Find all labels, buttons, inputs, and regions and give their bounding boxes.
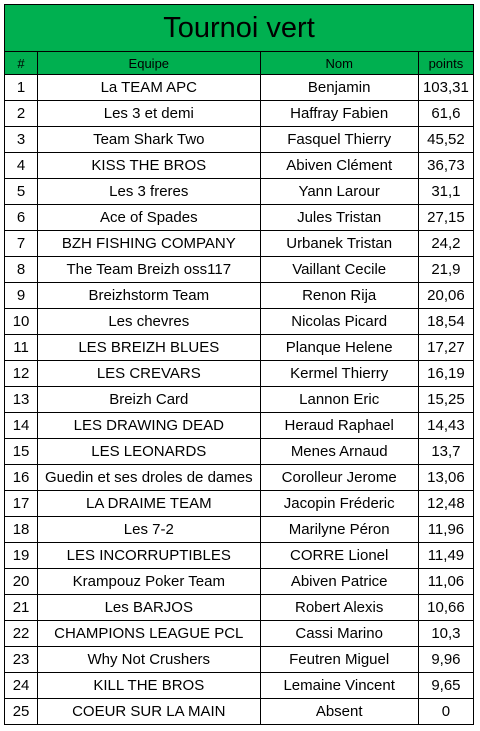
cell-rank: 17: [5, 491, 38, 517]
cell-name: Lemaine Vincent: [260, 673, 418, 699]
cell-rank: 12: [5, 361, 38, 387]
cell-name: Heraud Raphael: [260, 413, 418, 439]
cell-team: Breizh Card: [38, 387, 260, 413]
table-row: [5, 465, 474, 491]
table-row: [5, 543, 474, 569]
cell-rank: 6: [5, 205, 38, 231]
cell-name: Corolleur Jerome: [260, 465, 418, 491]
cell-team: Les chevres: [38, 309, 260, 335]
cell-rank: 11: [5, 335, 38, 361]
cell-name: Vaillant Cecile: [260, 257, 418, 283]
table-row: [5, 647, 474, 673]
table-row: [5, 439, 474, 465]
cell-name: Fasquel Thierry: [260, 127, 418, 153]
cell-rank: 23: [5, 647, 38, 673]
table-title: Tournoi vert: [5, 5, 474, 52]
cell-team: LA DRAIME TEAM: [38, 491, 260, 517]
table-row: [5, 335, 474, 361]
table-row: [5, 283, 474, 309]
cell-team: Team Shark Two: [38, 127, 260, 153]
cell-team: LES CREVARS: [38, 361, 260, 387]
cell-rank: 15: [5, 439, 38, 465]
cell-points: 10,3: [418, 621, 473, 647]
table-row: [5, 621, 474, 647]
cell-name: Marilyne Péron: [260, 517, 418, 543]
cell-team: Les BARJOS: [38, 595, 260, 621]
table-row: [5, 153, 474, 179]
cell-rank: 4: [5, 153, 38, 179]
table-row: [5, 569, 474, 595]
cell-rank: 8: [5, 257, 38, 283]
cell-name: Urbanek Tristan: [260, 231, 418, 257]
cell-name: Feutren Miguel: [260, 647, 418, 673]
cell-name: Benjamin: [260, 75, 418, 101]
cell-name: Renon Rija: [260, 283, 418, 309]
column-header-name: Nom: [260, 52, 418, 75]
cell-team: BZH FISHING COMPANY: [38, 231, 260, 257]
cell-team: Krampouz Poker Team: [38, 569, 260, 595]
cell-rank: 16: [5, 465, 38, 491]
cell-points: 17,27: [418, 335, 473, 361]
cell-name: Absent: [260, 699, 418, 725]
table-row: [5, 101, 474, 127]
cell-rank: 21: [5, 595, 38, 621]
table-row: [5, 361, 474, 387]
header-row: [5, 52, 474, 75]
cell-rank: 19: [5, 543, 38, 569]
cell-rank: 14: [5, 413, 38, 439]
cell-points: 9,65: [418, 673, 473, 699]
cell-points: 10,66: [418, 595, 473, 621]
cell-rank: 5: [5, 179, 38, 205]
cell-points: 9,96: [418, 647, 473, 673]
table-row: [5, 413, 474, 439]
cell-name: Nicolas Picard: [260, 309, 418, 335]
cell-team: COEUR SUR LA MAIN: [38, 699, 260, 725]
cell-points: 24,2: [418, 231, 473, 257]
cell-points: 0: [418, 699, 473, 725]
ranking-table: [4, 4, 474, 725]
cell-name: Jacopin Fréderic: [260, 491, 418, 517]
table-row: [5, 491, 474, 517]
column-header-points: points: [418, 52, 473, 75]
cell-rank: 18: [5, 517, 38, 543]
cell-rank: 13: [5, 387, 38, 413]
cell-name: CORRE Lionel: [260, 543, 418, 569]
ranking-sheet: [4, 4, 474, 725]
cell-points: 11,06: [418, 569, 473, 595]
table-row: [5, 673, 474, 699]
cell-points: 14,43: [418, 413, 473, 439]
cell-points: 36,73: [418, 153, 473, 179]
cell-rank: 3: [5, 127, 38, 153]
cell-name: Kermel Thierry: [260, 361, 418, 387]
table-row: [5, 699, 474, 725]
table-row: [5, 179, 474, 205]
cell-team: LES INCORRUPTIBLES: [38, 543, 260, 569]
cell-points: 18,54: [418, 309, 473, 335]
cell-rank: 9: [5, 283, 38, 309]
cell-team: Guedin et ses droles de dames: [38, 465, 260, 491]
table-row: [5, 595, 474, 621]
cell-points: 13,7: [418, 439, 473, 465]
cell-points: 20,06: [418, 283, 473, 309]
cell-name: Cassi Marino: [260, 621, 418, 647]
table-row: [5, 517, 474, 543]
column-header-rank: #: [5, 52, 38, 75]
cell-team: Les 7-2: [38, 517, 260, 543]
cell-team: CHAMPIONS LEAGUE PCL: [38, 621, 260, 647]
table-row: [5, 127, 474, 153]
cell-name: Haffray Fabien: [260, 101, 418, 127]
cell-points: 21,9: [418, 257, 473, 283]
cell-points: 15,25: [418, 387, 473, 413]
cell-name: Abiven Clément: [260, 153, 418, 179]
cell-name: Menes Arnaud: [260, 439, 418, 465]
cell-name: Abiven Patrice: [260, 569, 418, 595]
cell-points: 27,15: [418, 205, 473, 231]
cell-team: KILL THE BROS: [38, 673, 260, 699]
cell-points: 45,52: [418, 127, 473, 153]
cell-team: Why Not Crushers: [38, 647, 260, 673]
cell-rank: 7: [5, 231, 38, 257]
cell-rank: 2: [5, 101, 38, 127]
cell-team: KISS THE BROS: [38, 153, 260, 179]
cell-rank: 20: [5, 569, 38, 595]
cell-rank: 24: [5, 673, 38, 699]
table-row: [5, 309, 474, 335]
cell-team: La TEAM APC: [38, 75, 260, 101]
cell-team: The Team Breizh oss117: [38, 257, 260, 283]
table-row: [5, 205, 474, 231]
cell-rank: 10: [5, 309, 38, 335]
cell-name: Robert Alexis: [260, 595, 418, 621]
cell-rank: 1: [5, 75, 38, 101]
cell-points: 12,48: [418, 491, 473, 517]
cell-team: Ace of Spades: [38, 205, 260, 231]
cell-team: Les 3 et demi: [38, 101, 260, 127]
cell-points: 13,06: [418, 465, 473, 491]
cell-team: LES LEONARDS: [38, 439, 260, 465]
table-row: [5, 387, 474, 413]
cell-team: Breizhstorm Team: [38, 283, 260, 309]
cell-name: Jules Tristan: [260, 205, 418, 231]
cell-points: 11,96: [418, 517, 473, 543]
table-row: [5, 257, 474, 283]
cell-name: Yann Larour: [260, 179, 418, 205]
table-row: [5, 75, 474, 101]
cell-points: 61,6: [418, 101, 473, 127]
cell-points: 31,1: [418, 179, 473, 205]
cell-points: 11,49: [418, 543, 473, 569]
cell-name: Planque Helene: [260, 335, 418, 361]
table-row: [5, 231, 474, 257]
cell-team: Les 3 freres: [38, 179, 260, 205]
cell-rank: 22: [5, 621, 38, 647]
cell-points: 103,31: [418, 75, 473, 101]
column-header-team: Equipe: [38, 52, 260, 75]
cell-team: LES BREIZH BLUES: [38, 335, 260, 361]
title-row: [5, 5, 474, 52]
cell-team: LES DRAWING DEAD: [38, 413, 260, 439]
cell-name: Lannon Eric: [260, 387, 418, 413]
cell-rank: 25: [5, 699, 38, 725]
cell-points: 16,19: [418, 361, 473, 387]
